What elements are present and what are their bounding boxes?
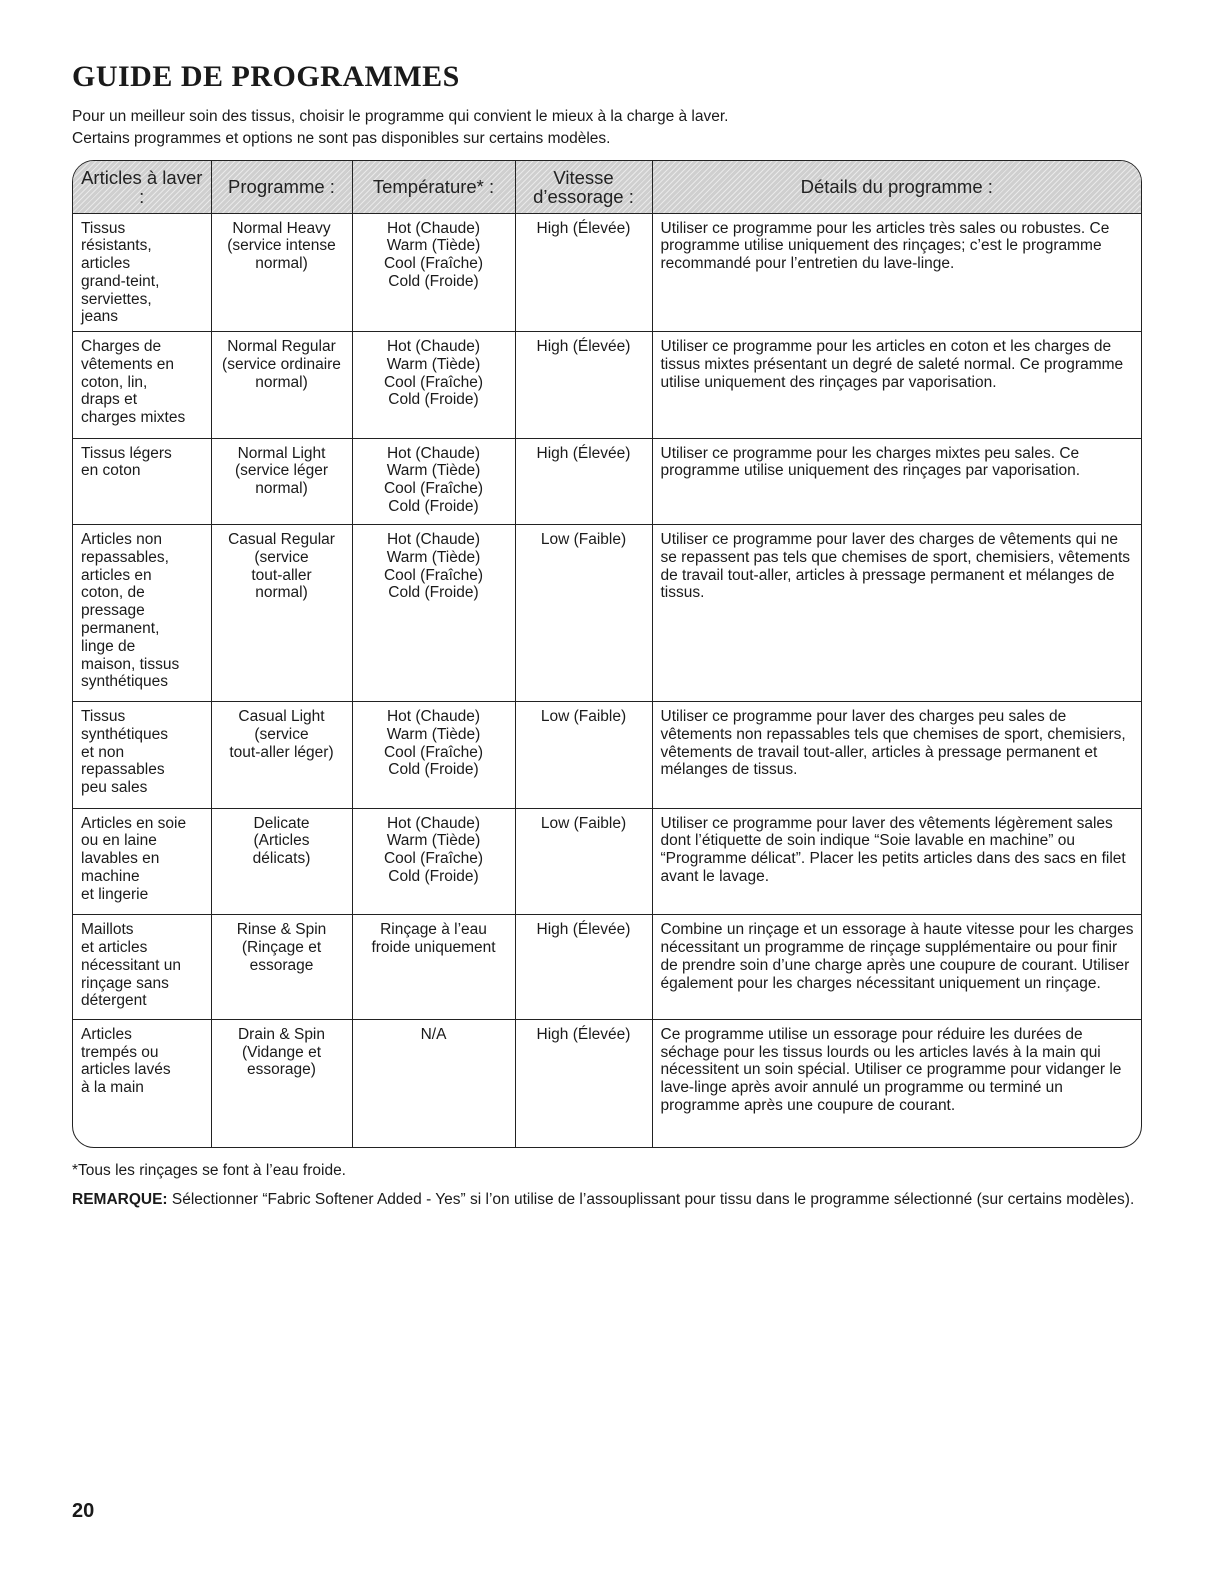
footnote: *Tous les rinçages se font à l’eau froide.	[72, 1162, 346, 1179]
cell-vitesse: Low (Faible)	[515, 808, 652, 915]
temperature-option: Cold (Froide)	[388, 584, 479, 602]
header-articles: Articles à laver :	[73, 161, 211, 213]
temperature-option: Cool (Fraîche)	[383, 566, 484, 584]
table-row	[73, 331, 1141, 438]
cell-temperature	[352, 213, 515, 331]
temperature-option: Cool (Fraîche)	[383, 373, 484, 391]
cell-articles: Articles en soie ou en laine lavables en machine et lingerie	[73, 808, 211, 915]
cell-vitesse: High (Élevée)	[515, 1019, 652, 1147]
temperature-option: Warm (Tiède)	[386, 237, 481, 255]
header-details: Détails du programme :	[652, 161, 1141, 213]
table-row	[73, 808, 1141, 915]
temperature-option: N/A	[420, 1025, 447, 1043]
cell-vitesse: High (Élevée)	[515, 915, 652, 1020]
temperature-option: Hot (Chaude)	[386, 337, 481, 355]
cell-programme: Normal Regular (service ordinaire normal)	[211, 331, 352, 438]
intro-line: Certains programmes et options ne sont pas disponibles sur certains modèles.	[72, 130, 611, 147]
cell-articles: Articles non repassables, articles en coton, de pressage permanent, linge de maison, tissus synthétiques	[73, 525, 211, 702]
cell-articles: Tissus légers en coton	[73, 438, 211, 524]
temperature-option: Hot (Chaude)	[386, 444, 481, 462]
cell-articles: Maillots et articles nécessitant un rinçage sans détergent	[73, 915, 211, 1020]
temperature-option: Cold (Froide)	[388, 761, 479, 779]
temperature-option: Cold (Froide)	[388, 391, 479, 409]
temperature-option: Cool (Fraîche)	[383, 850, 484, 868]
header-temperature: Température* :	[352, 161, 515, 213]
cell-details: Utiliser ce programme pour laver des charges peu sales de vêtements non repassables tels que chemises de sport, chemisiers, vêtements de travail tout-aller, articles à pressage permanent et mélanges de tissus.	[652, 701, 1141, 808]
cell-vitesse: High (Élevée)	[515, 213, 652, 331]
cell-programme: Drain & Spin (Vidange et essorage)	[211, 1019, 352, 1147]
temperature-option: Rinçage à l’eau	[380, 921, 487, 939]
table-row	[73, 701, 1141, 808]
header-vitesse: Vitesse d’essorage :	[515, 161, 652, 213]
intro-text	[72, 106, 728, 150]
table-row	[73, 915, 1141, 1020]
page-title: GUIDE DE PROGRAMMES	[72, 60, 460, 93]
cell-details: Ce programme utilise un essorage pour réduire les durées de séchage pour les tissus lourds ou les articles lavés à la main qui nécessitent un soin spécial. Utiliser ce programme pour vidanger le lave-linge après avoir annulé un programme ou terminé un programme après une coupure de courant.	[660, 1025, 1122, 1114]
temperature-option: froide uniquement	[371, 938, 496, 956]
temperature-option: Cold (Froide)	[388, 497, 479, 515]
cell-details: Utiliser ce programme pour les articles très sales ou robustes. Ce programme utilise uniquement des rinçages; c’est le programme recommandé pour l’entretien du lave-linge.	[652, 213, 1141, 331]
remark-label: REMARQUE:	[72, 1191, 168, 1208]
cell-details: Utiliser ce programme pour laver des charges de vêtements qui ne se repassent pas tels que chemises de sport, chemisiers, vêtements de travail tout-aller, articles à pressage permanent et mélanges de tissus.	[652, 525, 1141, 702]
table-row	[73, 525, 1141, 702]
cell-programme: Casual Regular (service tout-aller normal)	[211, 525, 352, 702]
cell-temperature	[352, 331, 515, 438]
table-header-row	[73, 161, 1141, 213]
cell-programme: Normal Light (service léger normal)	[211, 438, 352, 524]
cell-temperature	[352, 438, 515, 524]
header-programme: Programme :	[211, 161, 352, 213]
cell-programme: Normal Heavy (service intense normal)	[211, 213, 352, 331]
temperature-option: Warm (Tiède)	[386, 462, 481, 480]
temperature-option: Cool (Fraîche)	[383, 480, 484, 498]
cell-temperature	[352, 701, 515, 808]
remark	[72, 1190, 1142, 1209]
cell-programme: Delicate (Articles délicats)	[211, 808, 352, 915]
cell-temperature	[352, 1019, 515, 1147]
cell-articles: Tissus résistants, articles grand-teint, serviettes, jeans	[73, 213, 211, 331]
temperature-option: Warm (Tiède)	[386, 832, 481, 850]
cell-vitesse: Low (Faible)	[515, 701, 652, 808]
cell-vitesse: High (Élevée)	[515, 331, 652, 438]
cell-vitesse: Low (Faible)	[515, 525, 652, 702]
temperature-option: Warm (Tiède)	[386, 548, 481, 566]
table-row	[73, 1019, 1141, 1147]
cell-articles: Tissus synthétiques et non repassables peu sales	[73, 701, 211, 808]
cell-articles: Articles trempés ou articles lavés à la main	[73, 1019, 211, 1147]
page-number: 20	[72, 1500, 95, 1522]
temperature-option: Warm (Tiède)	[386, 725, 481, 743]
temperature-option: Cold (Froide)	[388, 867, 479, 885]
temperature-option: Hot (Chaude)	[386, 814, 481, 832]
intro-line: Pour un meilleur soin des tissus, choisir le programme qui convient le mieux à la charge à laver.	[72, 108, 729, 125]
temperature-option: Cool (Fraîche)	[383, 743, 484, 761]
cell-temperature	[352, 915, 515, 1020]
cell-articles: Charges de vêtements en coton, lin, draps et charges mixtes	[73, 331, 211, 438]
program-guide-table	[72, 160, 1142, 1148]
table-row	[73, 438, 1141, 524]
temperature-option: Hot (Chaude)	[386, 531, 481, 548]
cell-vitesse: High (Élevée)	[515, 438, 652, 524]
cell-temperature	[352, 808, 515, 915]
cell-details: Utiliser ce programme pour les articles en coton et les charges de tissus mixtes présentant un degré de saleté normal. Ce programme utilise uniquement des rinçages par vaporisation.	[652, 331, 1141, 438]
cell-temperature	[352, 525, 515, 702]
cell-programme: Rinse & Spin (Rinçage et essorage	[211, 915, 352, 1020]
temperature-option: Cool (Fraîche)	[383, 255, 484, 273]
temperature-option: Warm (Tiède)	[386, 355, 481, 373]
remark-text: Sélectionner “Fabric Softener Added - Yes” si l’on utilise de l’assouplissant pour tissu dans le programme sélectionné (sur certains modèles).	[167, 1191, 1135, 1208]
temperature-option: Hot (Chaude)	[386, 707, 481, 725]
temperature-option: Hot (Chaude)	[386, 219, 481, 237]
cell-details: Utiliser ce programme pour laver des vêtements légèrement sales dont l’étiquette de soin indique “Soie lavable en machine” ou “Programme délicat”. Placer les petits articles dans des sacs en filet avant le lavage.	[652, 808, 1141, 915]
cell-details: Combine un rinçage et un essorage à haute vitesse pour les charges nécessitant un programme de rinçage supplémentaire ou pour finir de prendre soin d’une charge après une coupure de courant. Utiliser également pour les charges nécessitant uniquement un rinçage.	[652, 915, 1141, 1020]
cell-details: Utiliser ce programme pour les charges mixtes peu sales. Ce programme utilise uniquement des rinçages par vaporisation.	[652, 438, 1141, 524]
cell-programme: Casual Light (service tout-aller léger)	[211, 701, 352, 808]
temperature-option: Cold (Froide)	[388, 272, 479, 290]
table-row	[73, 213, 1141, 331]
